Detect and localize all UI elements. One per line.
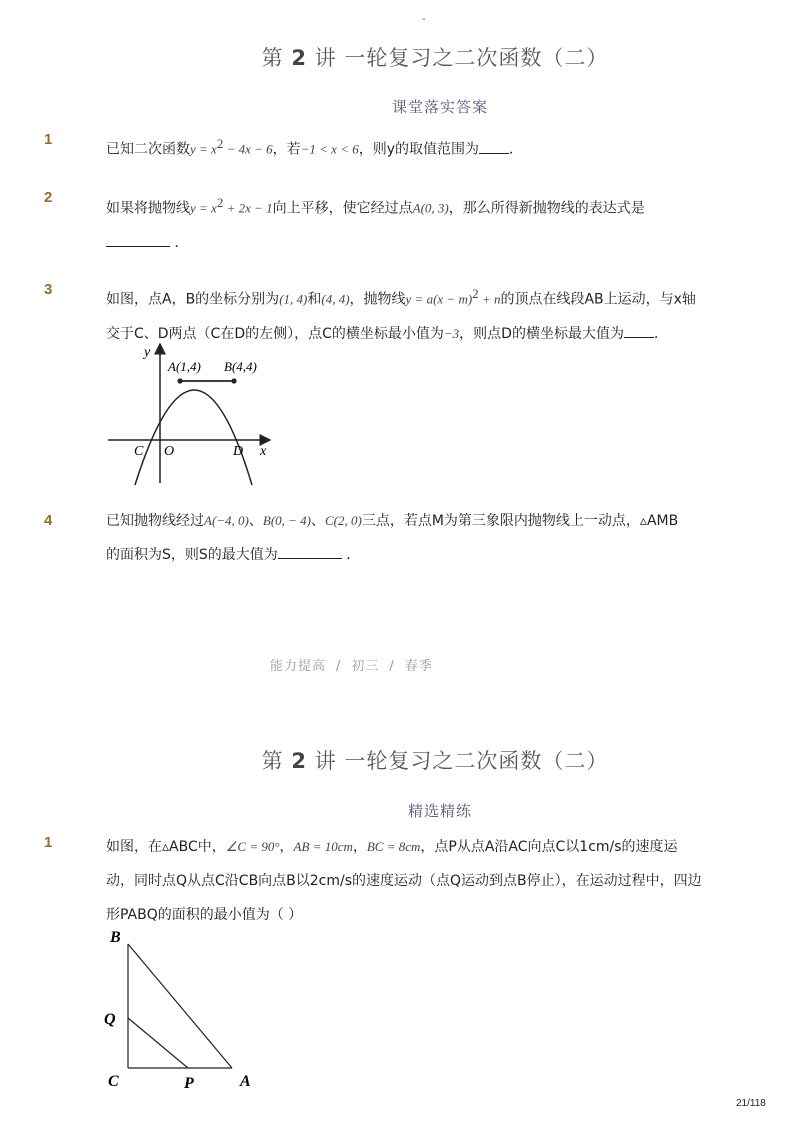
section-title-practice: 精选精练 (407, 802, 472, 820)
label-x: x (260, 444, 267, 459)
lesson-title-prefix: 第 (261, 46, 284, 70)
answer-blank (278, 544, 342, 559)
question-3-text: 如图，点A，B的坐标分别为(1, 4)和(4, 4)，抛物线$y = a(x - m)^2 + n$的顶点在线段AB上运动，与x轴 交于C、D两点（C在D的左侧），点C的横坐标最小值为−3，则点D的横坐标最大值为 ． (106, 286, 696, 342)
y-label: y (144, 345, 151, 360)
page-footer: 能力提高 / 初三 / 春季 (270, 659, 433, 674)
answer-blank (106, 232, 170, 247)
segment-pq (128, 1018, 188, 1068)
lesson-title (0, 42, 800, 72)
question-number: 1 (44, 834, 53, 851)
point-b (231, 378, 236, 383)
question-number: 1 (44, 131, 53, 148)
lesson-title-suffix: 讲 一轮复习之二次函数（二） (314, 46, 609, 70)
label-o: O (164, 444, 175, 459)
point-a (177, 378, 182, 383)
label-b: B(4,4) (224, 359, 257, 374)
label-c: C (108, 1073, 119, 1090)
question-2-text: 如果将抛物线$y = x^2 + 2x - 1$向上平移，使它经过点A(0, 3)，那么所得新抛物线的表达式是 ． (106, 195, 645, 251)
question-number: 4 (44, 512, 53, 529)
triangle-figure (100, 922, 270, 1092)
question-number: 3 (44, 281, 53, 298)
label-a: A (240, 1073, 251, 1090)
answer-blank (479, 139, 509, 154)
page-number: 21/118 (736, 1098, 766, 1109)
label-p: P (184, 1075, 194, 1092)
side-ab (128, 944, 232, 1068)
practice-question-1-text: 如图，在▵ABC中，∠C = 90°，AB = 10cm，BC = 8cm，点P从点A沿AC向点C以1cm/s的速度运 动，同时点Q从点C沿CB向点B以2cm/s的速度运动（点Q运动到点B停止），在运动过程中，四边 形PABQ的面积的最小值为（ ） (106, 839, 702, 923)
question-number: 2 (44, 189, 53, 206)
label-b: B (110, 929, 121, 946)
label-d: D (233, 444, 244, 459)
question-4-text: 已知抛物线经过A(−4, 0)、B(0, − 4)、C(2, 0)三点，若点M为第三象限内抛物线上一动点，▵AMB 的面积为S，则S的最大值为 ． (106, 513, 679, 563)
answer-blank (624, 323, 654, 338)
label-a: A(1,4) (168, 359, 201, 374)
parabola-figure (100, 340, 290, 490)
label-c: C (134, 444, 144, 459)
label-q: Q (104, 1011, 116, 1028)
lesson-title-2: 第 2 讲 一轮复习之二次函数（二） (261, 749, 609, 773)
parabola-curve (135, 390, 252, 485)
header-mark: - (422, 14, 426, 25)
lesson-title-number: 2 (291, 46, 307, 70)
section-title-answers: 课堂落实答案 (391, 98, 488, 116)
question-1-text: 已知二次函数$y = x^2 - 4x - 6$，若−1 < x < 6，则y的取值范围为 ． (106, 136, 524, 158)
